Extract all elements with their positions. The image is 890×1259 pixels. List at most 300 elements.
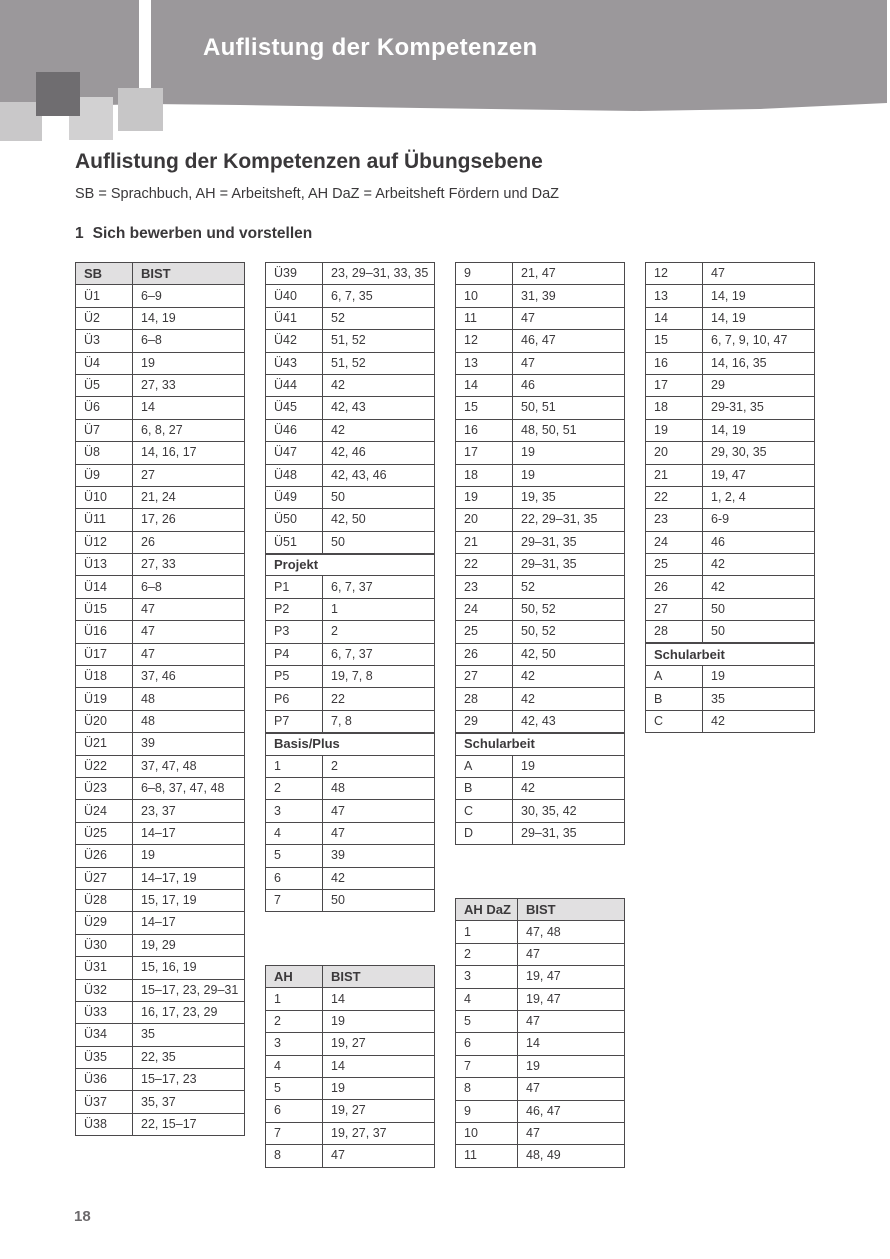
section-title: Sich bewerben und vorstellen (92, 225, 313, 242)
table-cell: P2 (266, 598, 323, 620)
table-row (76, 710, 245, 732)
table-cell: C (456, 800, 513, 822)
banner-title: Auflistung der Kompetenzen (203, 34, 538, 61)
table-cell: 47 (518, 1122, 625, 1144)
table-cell: 47 (133, 621, 245, 643)
column-header-cell: BIST (518, 899, 625, 921)
table-cell: 11 (456, 307, 513, 329)
table-cell: 48 (133, 688, 245, 710)
table-cell: 19 (513, 464, 625, 486)
table-cell: 46, 47 (518, 1100, 625, 1122)
table-cell: 42, 50 (323, 509, 435, 531)
table-row (456, 598, 625, 620)
table-cell: Ü39 (266, 263, 323, 285)
table-row (646, 710, 815, 732)
table-cell: 37, 47, 48 (133, 755, 245, 777)
ah-table (265, 965, 435, 1168)
table-row (76, 1046, 245, 1068)
table-cell: Ü5 (76, 374, 133, 396)
table-row (456, 1100, 625, 1122)
table-cell: 6–8 (133, 330, 245, 352)
table-cell: 14–17, 19 (133, 867, 245, 889)
table-cell: Ü51 (266, 531, 323, 553)
table-cell: Ü3 (76, 330, 133, 352)
table-cell: 2 (266, 1010, 323, 1032)
table-row (76, 509, 245, 531)
table-cell: 19, 35 (513, 486, 625, 508)
table-row (76, 1001, 245, 1023)
table-row (76, 576, 245, 598)
table-cell: 10 (456, 1122, 518, 1144)
table-cell: 11 (456, 1145, 518, 1167)
table-cell: 19, 27 (323, 1100, 435, 1122)
decorative-square (118, 88, 163, 131)
table-cell: 50 (323, 889, 435, 911)
table-row (266, 643, 435, 665)
table-row (76, 352, 245, 374)
table-cell: 1 (266, 755, 323, 777)
table-cell: 50 (703, 621, 815, 643)
table-cell: 16, 17, 23, 29 (133, 1001, 245, 1023)
table-cell: 29-31, 35 (703, 397, 815, 419)
table-cell: 6-9 (703, 509, 815, 531)
table-cell: 14 (646, 307, 703, 329)
table-cell: 14, 16, 35 (703, 352, 815, 374)
table-cell: 47 (513, 352, 625, 374)
table-cell: 27 (646, 598, 703, 620)
table-row (76, 442, 245, 464)
sb-table-continued (265, 262, 435, 912)
table-row (456, 509, 625, 531)
table-row (266, 822, 435, 844)
table-cell: 26 (456, 643, 513, 665)
table-cell: 6, 8, 27 (133, 419, 245, 441)
table-cell: 17 (646, 374, 703, 396)
table-row (266, 800, 435, 822)
table-cell: 19 (703, 666, 815, 688)
table-cell: 29 (456, 710, 513, 732)
table-cell: 19 (456, 486, 513, 508)
table-cell: 17 (456, 442, 513, 464)
table-cell: Ü24 (76, 800, 133, 822)
table-cell: 9 (456, 263, 513, 285)
table-row (266, 486, 435, 508)
table-cell: 26 (133, 531, 245, 553)
table-cell: B (456, 777, 513, 799)
table-cell: 42, 50 (513, 643, 625, 665)
table-cell: 47 (518, 943, 625, 965)
table-cell: 6, 7, 37 (323, 576, 435, 598)
table-cell: 2 (323, 755, 435, 777)
table-row (266, 845, 435, 867)
table-row (76, 554, 245, 576)
table-cell: 19 (513, 755, 625, 777)
table-cell: 25 (456, 621, 513, 643)
table-row (76, 755, 245, 777)
table-cell: Ü42 (266, 330, 323, 352)
table-cell: 29–31, 35 (513, 531, 625, 553)
table-row (456, 397, 625, 419)
ah-table-continued (455, 262, 625, 845)
table-row (646, 285, 815, 307)
table-cell: Ü19 (76, 688, 133, 710)
table-cell: 46 (703, 531, 815, 553)
table-cell: 19 (646, 419, 703, 441)
table-cell: 48, 50, 51 (513, 419, 625, 441)
table-cell: Ü13 (76, 554, 133, 576)
table-cell: 19 (133, 845, 245, 867)
table-row (76, 464, 245, 486)
table-row (646, 598, 815, 620)
table-cell: 39 (133, 733, 245, 755)
table-row (76, 889, 245, 911)
table-cell: 4 (266, 822, 323, 844)
table-row (76, 307, 245, 329)
table-cell: 6–8, 37, 47, 48 (133, 777, 245, 799)
table-cell: P1 (266, 576, 323, 598)
page-heading: Auflistung der Kompetenzen auf Übungsebene (75, 150, 543, 173)
table-cell: 42 (703, 576, 815, 598)
section-label: Basis/Plus (266, 733, 435, 755)
table-cell: 17, 26 (133, 509, 245, 531)
table-row (76, 598, 245, 620)
column-header-row (266, 966, 435, 988)
table-row (456, 1055, 625, 1077)
table-cell: Ü7 (76, 419, 133, 441)
column-header-cell: BIST (323, 966, 435, 988)
table-cell: 22 (323, 688, 435, 710)
table-cell: 50 (323, 531, 435, 553)
table-cell: 47, 48 (518, 921, 625, 943)
table-cell: 1 (456, 921, 518, 943)
table-row (76, 867, 245, 889)
table-cell: 19, 27, 37 (323, 1122, 435, 1144)
table-cell: 15, 17, 19 (133, 889, 245, 911)
table-cell: 30, 35, 42 (513, 800, 625, 822)
table-cell: 51, 52 (323, 352, 435, 374)
table-cell: Ü22 (76, 755, 133, 777)
table-cell: Ü43 (266, 352, 323, 374)
table-cell: 22 (456, 554, 513, 576)
table-cell: 46 (513, 374, 625, 396)
table-cell: 19, 29 (133, 934, 245, 956)
table-row (456, 486, 625, 508)
table-cell: Ü9 (76, 464, 133, 486)
table-cell: 14, 16, 17 (133, 442, 245, 464)
table-row (266, 285, 435, 307)
table-cell: 19 (323, 1077, 435, 1099)
table-cell: 48, 49 (518, 1145, 625, 1167)
table-cell: 20 (456, 509, 513, 531)
table-cell: 6–8 (133, 576, 245, 598)
table-cell: Ü17 (76, 643, 133, 665)
table-row (456, 419, 625, 441)
table-cell: 18 (646, 397, 703, 419)
table-cell: 14, 19 (703, 419, 815, 441)
table-row (646, 419, 815, 441)
table-cell: 3 (266, 800, 323, 822)
table-cell: 7, 8 (323, 710, 435, 732)
table-row (266, 598, 435, 620)
table-row (266, 621, 435, 643)
table-row (76, 1069, 245, 1091)
table-row (456, 688, 625, 710)
section-label: Projekt (266, 554, 435, 576)
table-row (266, 352, 435, 374)
table-cell: 42 (323, 419, 435, 441)
table-row (456, 1078, 625, 1100)
decorative-square (36, 72, 80, 116)
table-cell: 42 (513, 666, 625, 688)
table-cell: Ü14 (76, 576, 133, 598)
table-row (266, 442, 435, 464)
table-row (456, 800, 625, 822)
table-cell: 50, 52 (513, 621, 625, 643)
table-cell: 9 (456, 1100, 518, 1122)
table-cell: Ü11 (76, 509, 133, 531)
table-cell: 35 (133, 1024, 245, 1046)
table-cell: 42 (703, 554, 815, 576)
table-cell: 14 (323, 1055, 435, 1077)
section-number: 1 (75, 225, 84, 242)
table-cell: Ü25 (76, 822, 133, 844)
table-row (266, 419, 435, 441)
table-cell: Ü34 (76, 1024, 133, 1046)
section-row (456, 733, 625, 755)
table-row (646, 263, 815, 285)
table-cell: 47 (133, 598, 245, 620)
table-cell: Ü21 (76, 733, 133, 755)
table-row (456, 921, 625, 943)
table-cell: 4 (266, 1055, 323, 1077)
table-cell: 42 (323, 867, 435, 889)
table-row (76, 285, 245, 307)
table-cell: 24 (646, 531, 703, 553)
table-row (456, 263, 625, 285)
table-cell: 52 (513, 576, 625, 598)
table-cell: 37, 46 (133, 666, 245, 688)
table-cell: 6, 7, 37 (323, 643, 435, 665)
table-cell: P5 (266, 666, 323, 688)
table-cell: 48 (133, 710, 245, 732)
table-row (76, 733, 245, 755)
table-row (646, 397, 815, 419)
table-cell: Ü8 (76, 442, 133, 464)
table-cell: 50, 52 (513, 598, 625, 620)
table-row (76, 643, 245, 665)
table-cell: 13 (456, 352, 513, 374)
table-cell: 7 (456, 1055, 518, 1077)
table-cell: 29–31, 35 (513, 554, 625, 576)
table-cell: A (646, 666, 703, 688)
table-cell: 12 (456, 330, 513, 352)
table-row (266, 330, 435, 352)
table-cell: Ü27 (76, 867, 133, 889)
table-cell: 26 (646, 576, 703, 598)
table-row (76, 934, 245, 956)
table-row (266, 576, 435, 598)
table-row (76, 531, 245, 553)
table-row (266, 666, 435, 688)
table-cell: 48 (323, 777, 435, 799)
table-row (266, 1100, 435, 1122)
column-header-row (76, 263, 245, 285)
table-row (266, 397, 435, 419)
table-cell: Ü15 (76, 598, 133, 620)
table-row (266, 889, 435, 911)
section-label: Schularbeit (456, 733, 625, 755)
table-row (456, 374, 625, 396)
table-cell: 28 (646, 621, 703, 643)
table-cell: Ü49 (266, 486, 323, 508)
table-cell: Ü33 (76, 1001, 133, 1023)
table-cell: 14 (518, 1033, 625, 1055)
table-row (456, 1010, 625, 1032)
section-heading (75, 225, 312, 243)
table-cell: 18 (456, 464, 513, 486)
table-cell: Ü35 (76, 1046, 133, 1068)
table-cell: 14, 19 (133, 307, 245, 329)
table-row (456, 710, 625, 732)
table-cell: 31, 39 (513, 285, 625, 307)
table-cell: Ü40 (266, 285, 323, 307)
table-cell: 23 (456, 576, 513, 598)
table-row (266, 867, 435, 889)
table-cell: Ü45 (266, 397, 323, 419)
table-row (456, 330, 625, 352)
table-cell: Ü38 (76, 1113, 133, 1135)
table-cell: Ü41 (266, 307, 323, 329)
table-cell: 35, 37 (133, 1091, 245, 1113)
table-row (456, 643, 625, 665)
table-row (456, 755, 625, 777)
table-cell: 29 (703, 374, 815, 396)
table-row (266, 464, 435, 486)
table-cell: Ü36 (76, 1069, 133, 1091)
table-row (456, 777, 625, 799)
table-cell: 42 (323, 374, 435, 396)
table-cell: Ü48 (266, 464, 323, 486)
table-cell: 16 (456, 419, 513, 441)
column-header-cell: AH (266, 966, 323, 988)
table-row (76, 621, 245, 643)
table-row (456, 285, 625, 307)
banner-accent-bar (139, 0, 151, 88)
table-cell: 22, 29–31, 35 (513, 509, 625, 531)
table-cell: 10 (456, 285, 513, 307)
table-cell: Ü1 (76, 285, 133, 307)
table-row (76, 800, 245, 822)
table-cell: Ü10 (76, 486, 133, 508)
table-row (266, 1033, 435, 1055)
column-header-cell: SB (76, 263, 133, 285)
table-cell: 35 (703, 688, 815, 710)
table-row (266, 755, 435, 777)
ahdaz-table-continued (645, 262, 815, 733)
table-cell: 22, 35 (133, 1046, 245, 1068)
table-row (266, 263, 435, 285)
table-row (266, 1122, 435, 1144)
table-cell: 15, 16, 19 (133, 957, 245, 979)
column-header-cell: BIST (133, 263, 245, 285)
table-row (76, 822, 245, 844)
table-cell: 20 (646, 442, 703, 464)
table-row (646, 486, 815, 508)
table-cell: Ü31 (76, 957, 133, 979)
table-cell: 51, 52 (323, 330, 435, 352)
table-cell: 19 (518, 1055, 625, 1077)
table-cell: 19, 27 (323, 1033, 435, 1055)
table-row (76, 912, 245, 934)
table-cell: 23 (646, 509, 703, 531)
table-cell: 3 (456, 966, 518, 988)
table-cell: 47 (518, 1078, 625, 1100)
table-cell: 6 (266, 1100, 323, 1122)
table-cell: Ü12 (76, 531, 133, 553)
table-row (266, 710, 435, 732)
table-cell: P3 (266, 621, 323, 643)
table-cell: Ü47 (266, 442, 323, 464)
table-cell: Ü26 (76, 845, 133, 867)
table-row (76, 1113, 245, 1135)
abbreviation-legend: SB = Sprachbuch, AH = Arbeitsheft, AH DaZ = Arbeitsheft Fördern und DaZ (75, 186, 559, 202)
sb-table (75, 262, 245, 1136)
table-cell: 14, 19 (703, 285, 815, 307)
table-cell: Ü29 (76, 912, 133, 934)
table-cell: 1, 2, 4 (703, 486, 815, 508)
table-row (266, 777, 435, 799)
table-row (76, 374, 245, 396)
table-row (76, 397, 245, 419)
table-row (266, 307, 435, 329)
table-row (646, 666, 815, 688)
table-cell: 15 (646, 330, 703, 352)
table-cell: 16 (646, 352, 703, 374)
table-cell: 22, 15–17 (133, 1113, 245, 1135)
table-row (646, 554, 815, 576)
table-cell: 24 (456, 598, 513, 620)
table-row (76, 957, 245, 979)
table-cell: 19, 47 (518, 988, 625, 1010)
table-cell: Ü30 (76, 934, 133, 956)
table-cell: 21 (646, 464, 703, 486)
table-cell: 47 (513, 307, 625, 329)
table-cell: 19 (323, 1010, 435, 1032)
table-row (76, 486, 245, 508)
table-row (76, 1024, 245, 1046)
table-cell: 52 (323, 307, 435, 329)
table-row (266, 1010, 435, 1032)
table-cell: 8 (456, 1078, 518, 1100)
table-row (266, 1055, 435, 1077)
table-cell: 47 (133, 643, 245, 665)
table-cell: 23, 37 (133, 800, 245, 822)
table-cell: 14–17 (133, 912, 245, 934)
column-header-cell: AH DaZ (456, 899, 518, 921)
table-cell: Ü4 (76, 352, 133, 374)
table-row (76, 419, 245, 441)
table-cell: 19, 47 (703, 464, 815, 486)
table-row (266, 1145, 435, 1167)
table-cell: 46, 47 (513, 330, 625, 352)
table-row (646, 442, 815, 464)
table-cell: C (646, 710, 703, 732)
table-cell: 2 (456, 943, 518, 965)
section-row (266, 554, 435, 576)
table-cell: 2 (323, 621, 435, 643)
table-cell: Ü46 (266, 419, 323, 441)
table-cell: Ü20 (76, 710, 133, 732)
